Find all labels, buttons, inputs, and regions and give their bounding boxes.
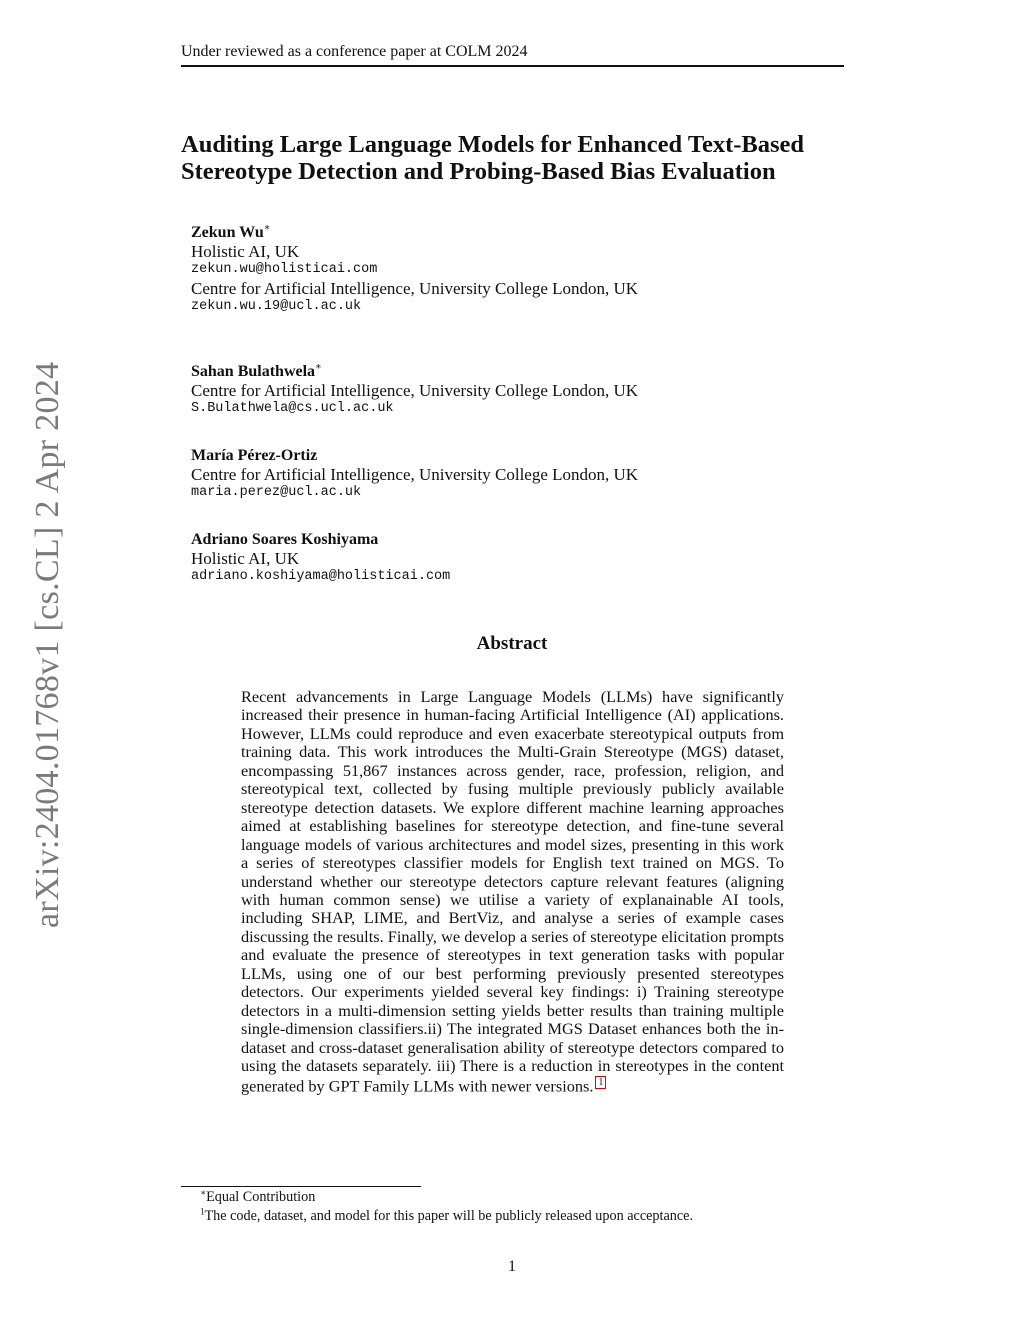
author-affiliation: Centre for Artificial Intelligence, University College London, UK <box>191 380 639 400</box>
author-maria-perez-ortiz <box>191 447 851 503</box>
author-name: Sahan Bulathwela <box>191 363 316 380</box>
author-adriano-koshiyama <box>191 531 851 587</box>
author-email[interactable]: zekun.wu@holisticai.com <box>191 262 378 277</box>
equal-contribution-mark: ∗ <box>263 222 271 234</box>
title-line-1: Auditing Large Language Models for Enhanced Text-Based <box>181 131 805 158</box>
equal-contribution-mark: ∗ <box>315 361 322 373</box>
author-affiliation: Centre for Artificial Intelligence, University College London, UK <box>191 464 639 484</box>
header-rule <box>181 65 844 67</box>
footnote-equal-contribution <box>200 1188 840 1207</box>
footnote-link[interactable]: 1 <box>595 1076 606 1089</box>
arxiv-identifier-stamp[interactable]: arXiv:2404.01768v1 [cs.CL] 2 Apr 2024 <box>29 361 66 928</box>
author-email[interactable]: zekun.wu.19@ucl.ac.uk <box>191 299 362 314</box>
author-email[interactable]: adriano.koshiyama@holisticai.com <box>191 569 451 584</box>
abstract-body <box>241 688 784 1095</box>
author-name: Zekun Wu <box>191 224 264 241</box>
author-affiliation: Centre for Artificial Intelligence, University College London, UK <box>191 278 639 298</box>
footnote-text: Equal Contribution <box>206 1189 316 1205</box>
author-sahan-bulathwela <box>191 363 851 419</box>
footnote-code-release <box>200 1207 840 1226</box>
footnotes <box>200 1188 840 1226</box>
page-number: 1 <box>508 1258 516 1275</box>
footnote-mark: 1 <box>200 1206 205 1217</box>
footnote-mark: ∗ <box>200 1187 207 1198</box>
footnote-rule <box>181 1186 421 1187</box>
title-line-2: Stereotype Detection and Probing-Based Bias Evaluation <box>181 158 776 185</box>
footnote-text: The code, dataset, and model for this paper will be publicly released upon acceptance. <box>204 1208 693 1224</box>
author-affiliation: Holistic AI, UK <box>191 241 300 261</box>
abstract-heading: Abstract <box>476 633 548 654</box>
author-name: Adriano Soares Koshiyama <box>191 531 379 548</box>
author-affiliation: Holistic AI, UK <box>191 548 300 568</box>
author-zekun-wu <box>191 224 851 317</box>
running-header: Under reviewed as a conference paper at COLM 2024 <box>181 43 528 60</box>
abstract-text: Recent advancements in Large Language Models (LLMs) have significantly increased their presence in human-facing Artificial Intelligence (AI) applications. However, LLMs could reproduce and even exacerbate stereotypical outputs from training data. This work introduces the Multi-Grain Stereotype (MGS) dataset, encompassing 51,867 instances across gender, race, profession, religion, and stereotypical text, collected by fusing multiple previously publicly available stereotype detection datasets. We explore different machine learning approaches aimed at establishing baselines for stereotype detection, and fine-tune several language models of various architectures and model sizes, presenting in this work a series of stereotypes classifier models for English text trained on MGS. To understand whether our stereotype detectors capture relevant features (aligning with human common sense) we utilise a variety of explanainable AI tools, including SHAP, LIME, and BertViz, and analyse a series of example cases discussing the results. Finally, we develop a series of stereotype elicitation prompts and evaluate the presence of stereotypes in text generation tasks with popular LLMs, using one of our best performing previously presented stereotypes detectors. Our experiments yielded several key findings: i) Training stereotype detectors in a multi-dimension setting yields better results than training multiple single-dimension classifiers.ii) The integrated MGS Dataset enhances both the in-dataset and cross-dataset generalisation ability of stereotype detectors compared to using the datasets separately. iii) There is a reduction in stereotypes in the content generated by GPT Family LLMs with newer versions. <box>241 687 784 1095</box>
author-name: María Pérez-Ortiz <box>191 447 318 464</box>
paper-title <box>181 131 861 185</box>
author-email[interactable]: S.Bulathwela@cs.ucl.ac.uk <box>191 401 394 416</box>
author-email[interactable]: maria.perez@ucl.ac.uk <box>191 485 362 500</box>
